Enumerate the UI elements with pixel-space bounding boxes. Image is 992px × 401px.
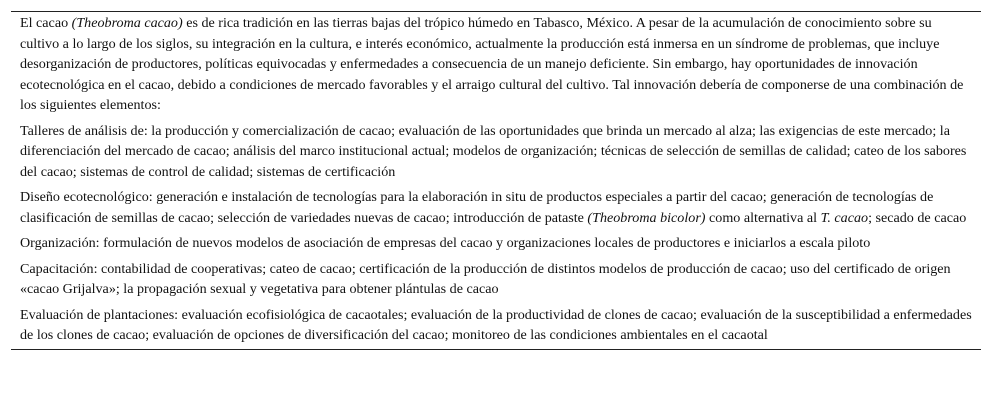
- talleres-text: Talleres de análisis de: la producción y comercialización de cacao; evaluación de las oportunidades que brinda un mercado al alza; las exigencias de este mercado; la diferenciación del mercado de cacao; análisis del marco institucional actual; modelos de organización; técnicas de selección de semillas de calidad; cateo de los sabores del cacao; sistemas de control de calidad; sistemas de certificación: [20, 122, 967, 180]
- row-evaluacion-plantaciones: [11, 303, 981, 349]
- diseno-species-cacao: T. cacao: [820, 209, 869, 226]
- intro-text-1: El cacao: [20, 15, 72, 31]
- organizacion-text: Organización: formulación de nuevos modelos de asociación de empresas del cacao y organizaciones locales de productores e iniciarlos a escala piloto: [20, 235, 871, 251]
- intro-species-name: (Theobroma cacao): [71, 15, 183, 31]
- diseno-text-2: como alternativa al: [705, 209, 821, 226]
- capacitacion-text: Capacitación: contabilidad de cooperativas; cateo de cacao; certificación de la producción de distintos modelos de producción de cacao; uso del certificado de origen «cacao Grijalva»; la propagación sexual y vegetativa para obtener plántulas de cacao: [20, 260, 951, 297]
- intro-paragraph: [11, 12, 981, 119]
- row-diseno-ecotecnologico: [11, 185, 981, 231]
- diseno-text-1: Diseño ecotecnológico: generación e instalación de tecnologías para la elaboración in situ de productos especiales a partir del cacao; generación de tecnologías de clasificación de semillas de cacao; selección de variedades nuevas de cacao; introducción de pataste: [20, 189, 934, 226]
- row-talleres: [11, 119, 981, 186]
- diseno-text-3: ; secado de cacao: [868, 209, 967, 226]
- row-capacitacion: [11, 257, 981, 303]
- intro-text-2: es de rica tradición en las tierras bajas del trópico húmedo en Tabasco, México. A pesar de la acumulación de conocimiento sobre su cultivo a lo largo de los siglos, su integración en la cultura, e interés económico, actualmente la producción está inmersa en un síndrome de problemas, que incluye desorganización de productores, políticas equivocadas y enfermedades a consecuencia de un manejo deficiente. Sin embargo, hay oportunidades de innovación ecotecnológica en el cacao, debido a condiciones de mercado favorables y el arraigo cultural del cultivo. Tal innovación debería de componerse de una combinación de los siguientes elementos:: [20, 15, 964, 113]
- diseno-species-bicolor: (Theobroma bicolor): [587, 209, 706, 226]
- evaluacion-text: Evaluación de plantaciones: evaluación ecofisiológica de cacaotales; evaluación de la productividad de clones de cacao; evaluación de la susceptibilidad a enfermedades de los clones de cacao; evaluación de opciones de diversificación del cacao; monitoreo de las condiciones ambientales en el cacaotal: [20, 306, 972, 343]
- row-organizacion: [11, 231, 981, 257]
- ecotech-innovation-table: [11, 11, 981, 350]
